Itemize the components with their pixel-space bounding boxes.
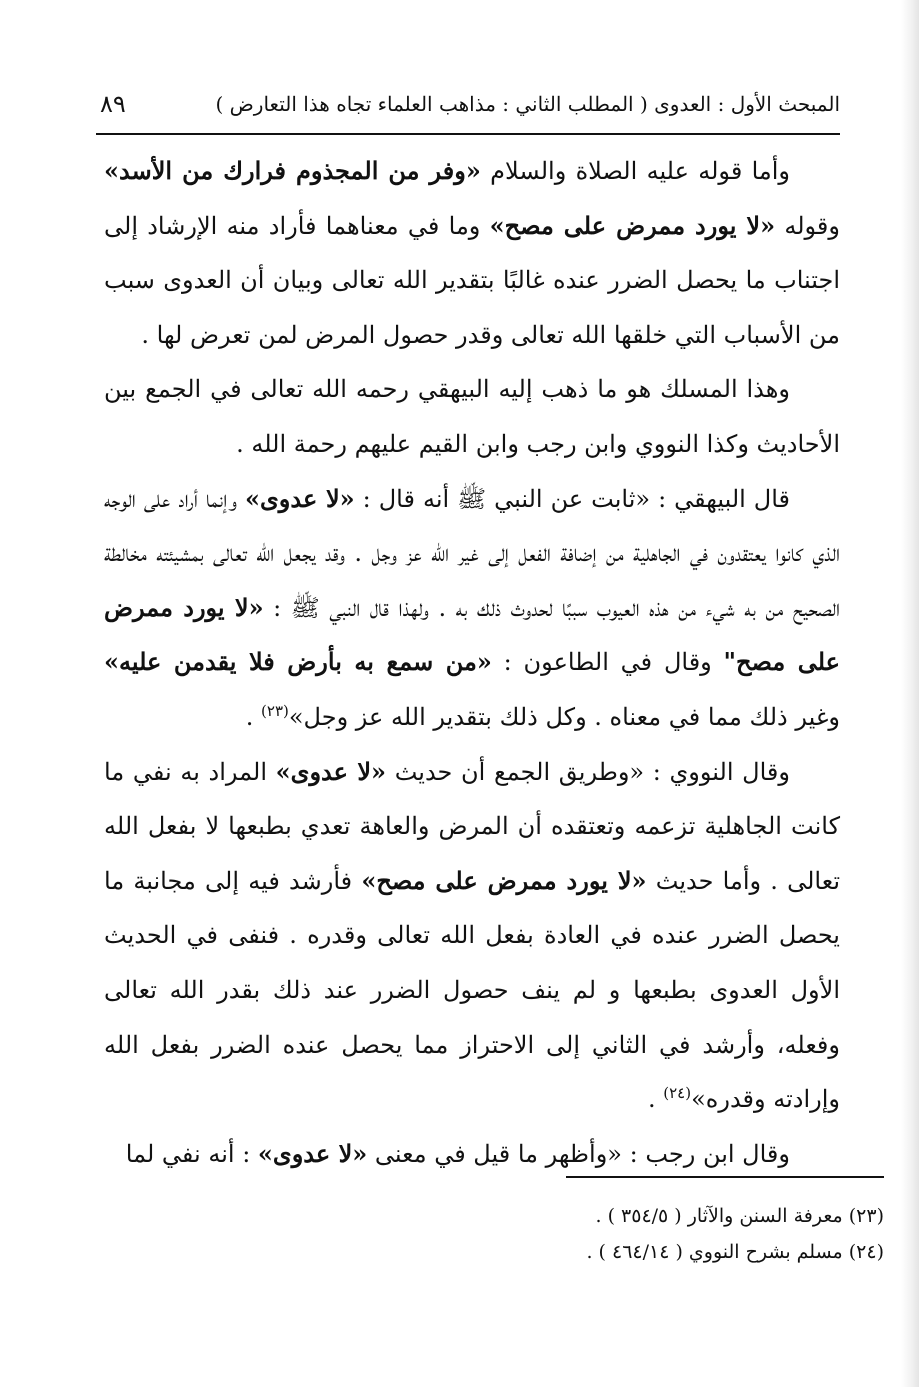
text-run: .	[245, 702, 262, 731]
text-run: وقال ابن رجب : «وأظهر ما قيل في معنى	[367, 1139, 790, 1168]
text-run: المراد به نفي ما كانت الجاهلية تزعمه وتعتقده أن المرض والعاهة تعدي بطبعها لا بفعل الله تعالى . وأما حديث	[104, 757, 841, 895]
page-header	[96, 88, 840, 132]
running-title: المبحث الأول : العدوى ( المطلب الثاني : مذاهب العلماء تجاه هذا التعارض )	[215, 92, 840, 116]
text-run: وقوله	[775, 211, 840, 240]
text-run: وأما قوله عليه الصلاة والسلام	[480, 157, 791, 185]
main-text	[104, 144, 840, 1181]
paragraph-1	[104, 144, 840, 362]
text-run: : أنه نفي لما	[125, 1139, 258, 1168]
text-run: وقال في الطاعون :	[491, 648, 724, 677]
text-run: وإنما أراد على الوجه الذي كانوا يعتقدون في الجاهلية من إضافة الفعل إلى غير الله عز وجل . وقد يجعل الله تعالى بمشيئته مخالطة الصحيح من به شيء من هذه العيوب سببًا لحدوث ذلك به . ولهذا قال النبي ﷺ :	[104, 484, 840, 622]
text-run: .	[648, 1085, 664, 1114]
footnote-rule	[566, 1176, 884, 1178]
page-number: ٨٩	[100, 90, 126, 118]
hadith-quote: «لا يورد ممرض على مصح"	[104, 592, 841, 677]
paragraph-3	[104, 472, 840, 745]
paragraph-5	[104, 1127, 840, 1182]
footnote-reference: (٢٤)	[663, 1084, 692, 1103]
text-run: وقال النووي : «وطريق الجمع أن حديث	[386, 757, 790, 786]
paragraph-4	[104, 745, 840, 1127]
footnotes	[400, 1198, 884, 1270]
footnote-24: (٢٤) مسلم بشرح النووي ( ٤٦٤/١٤ ) .	[586, 1241, 884, 1263]
text-run: فأرشد فيه إلى مجانبة ما يحصل الضرر عنده في العادة بفعل الله تعالى وقدره . فنفى في الحديث الأول العدوى بطبعها و لم ينف حصول الضرر عند ذلك بقدر الله تعالى وفعله، وأرشد في الثاني إلى الاحتراز مما يحصل عنده الضرر بفعل الله وإرادته وقدره»	[104, 866, 840, 1114]
hadith-quote: «لا عدوى»	[275, 756, 387, 786]
hadith-quote: «لا عدوى»	[244, 483, 355, 513]
page-edge-shadow	[901, 0, 919, 1387]
text-run: وما في معناهما فأراد منه الإرشاد إلى اجتناب ما يحصل الضرر عنده غالبًا بتقدير الله تعالى وبيان أن العدوى سبب من الأسباب التي خلقها الله تعالى وقدر حصول المرض لمن تعرض لها .	[104, 211, 840, 349]
paragraph-2	[104, 362, 840, 471]
hadith-quote: «وفر من المجذوم فرارك من الأسد»	[104, 156, 481, 185]
text-run: قال البيهقي : «ثابت عن النبي ﷺ أنه قال :	[354, 484, 791, 513]
footnote-reference: (٢٣)	[261, 701, 289, 720]
hadith-quote: «لا يورد ممرض على مصح»	[489, 210, 776, 240]
footnote-23: (٢٣) معرفة السنن والآثار ( ٣٥٤/٥ ) .	[595, 1205, 884, 1227]
hadith-quote: «لا عدوى»	[257, 1138, 368, 1168]
text-run: وغير ذلك مما في معناه . وكل ذلك بتقدير الله عز وجل»	[288, 702, 840, 731]
hadith-quote: «من سمع به بأرض فلا يقدمن عليه»	[104, 647, 492, 677]
text-run: وهذا المسلك هو ما ذهب إليه البيهقي رحمه الله تعالى في الجمع بين الأحاديث وكذا النووي وابن رجب وابن القيم عليهم رحمة الله .	[104, 375, 840, 458]
header-rule	[96, 133, 840, 135]
hadith-quote: «لا يورد ممرض على مصح»	[361, 865, 647, 895]
